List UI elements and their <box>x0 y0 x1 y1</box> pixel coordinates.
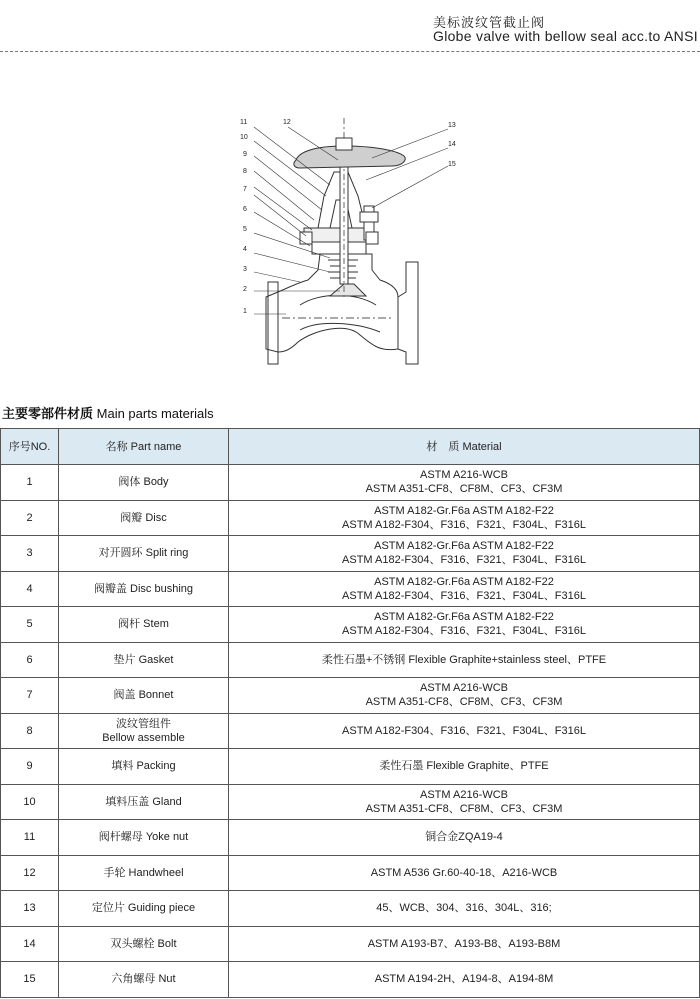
header-material: 材 质 Material <box>229 429 700 465</box>
table-row <box>1 713 700 749</box>
material <box>229 749 700 785</box>
table-row <box>1 891 700 927</box>
callout-14: 14 <box>448 141 456 148</box>
material <box>229 536 700 572</box>
table-row <box>1 536 700 572</box>
material-line-2: ASTM A182-F304、F316、F321、F304L、F316L <box>342 518 586 531</box>
title-chinese: 美标波纹管截止阀 <box>433 15 546 30</box>
callout-8: 8 <box>243 168 247 175</box>
part-name <box>59 926 229 962</box>
material-line-1: ASTM A216-WCB <box>419 469 509 482</box>
callout-13: 13 <box>448 122 456 129</box>
part-name-text: 六角螺母 Nut <box>111 973 176 986</box>
header-part-name: 名称 Part name <box>59 429 229 465</box>
part-name <box>59 465 229 501</box>
material <box>229 571 700 607</box>
valve-drawing <box>228 114 468 380</box>
table-row <box>1 465 700 501</box>
callout-4: 4 <box>243 246 247 253</box>
table-row <box>1 642 700 678</box>
material-line-2: ASTM A182-F304、F316、F321、F304L、F316L <box>342 625 586 638</box>
part-name-text-2: Bellow assemble <box>102 731 185 744</box>
row-number: 8 <box>1 713 59 749</box>
row-number: 3 <box>1 536 59 572</box>
part-name-text: 阀瓣 Disc <box>120 511 167 524</box>
part-name <box>59 607 229 643</box>
part-name-text: 波纹管组件 <box>116 717 171 730</box>
callout-3: 3 <box>243 266 247 273</box>
part-name-text: 阀杆螺母 Yoke nut <box>98 831 189 844</box>
material <box>229 678 700 714</box>
callout-12: 12 <box>283 119 291 126</box>
row-number: 4 <box>1 571 59 607</box>
material <box>229 962 700 998</box>
section-title-en: Main parts materials <box>96 406 214 421</box>
part-name-text: 定位片 Guiding piece <box>91 902 196 915</box>
material <box>229 926 700 962</box>
material-line-2: ASTM A351-CF8、CF8M、CF3、CF3M <box>365 802 563 815</box>
material <box>229 465 700 501</box>
part-name-text: 阀瓣盖 Disc bushing <box>93 582 194 595</box>
callout-15: 15 <box>448 161 456 168</box>
callout-9: 9 <box>243 151 247 158</box>
page-header <box>0 0 700 52</box>
part-name <box>59 784 229 820</box>
part-name-text: 填料压盖 Gland <box>105 795 182 808</box>
material-line-1: 45、WCB、304、316、304L、316; <box>376 902 552 915</box>
disc <box>330 284 366 296</box>
row-number: 5 <box>1 607 59 643</box>
table-row <box>1 784 700 820</box>
row-number: 11 <box>1 820 59 856</box>
material-line-1: ASTM A536 Gr.60-40-18、A216-WCB <box>370 866 558 879</box>
table-row <box>1 926 700 962</box>
material-line-2: ASTM A182-F304、F316、F321、F304L、F316L <box>342 589 586 602</box>
row-number: 9 <box>1 749 59 785</box>
material <box>229 713 700 749</box>
callout-5: 5 <box>243 226 247 233</box>
material-line-2: ASTM A351-CF8、CF8M、CF3、CF3M <box>365 696 563 709</box>
table-row <box>1 500 700 536</box>
part-name-text: 阀盖 Bonnet <box>113 689 174 702</box>
row-number: 1 <box>1 465 59 501</box>
row-number: 7 <box>1 678 59 714</box>
callout-1: 1 <box>243 308 247 315</box>
row-number: 13 <box>1 891 59 927</box>
right-flange <box>398 262 418 364</box>
part-name-text: 阀体 Body <box>118 476 169 489</box>
callout-10: 10 <box>240 134 248 141</box>
part-name <box>59 855 229 891</box>
row-number: 12 <box>1 855 59 891</box>
material <box>229 855 700 891</box>
row-number: 6 <box>1 642 59 678</box>
callout-6: 6 <box>243 206 247 213</box>
material <box>229 607 700 643</box>
material-line-1: ASTM A182-Gr.F6a ASTM A182-F22 <box>374 504 554 517</box>
row-number: 15 <box>1 962 59 998</box>
table-row <box>1 678 700 714</box>
part-name <box>59 642 229 678</box>
material-line-1: ASTM A182-Gr.F6a ASTM A182-F22 <box>374 575 554 588</box>
material <box>229 820 700 856</box>
table-header-row <box>1 429 700 465</box>
material-line-1: ASTM A216-WCB <box>419 682 509 695</box>
part-name-text: 对开圆环 Split ring <box>98 547 189 560</box>
left-flange <box>266 282 278 364</box>
callout-7: 7 <box>243 186 247 193</box>
part-name <box>59 891 229 927</box>
material-line-1: 铜合金ZQA19-4 <box>425 831 503 844</box>
part-name-text: 填料 Packing <box>111 760 176 773</box>
material-line-2: ASTM A351-CF8、CF8M、CF3、CF3M <box>365 483 563 496</box>
material-line-2: ASTM A182-F304、F316、F321、F304L、F316L <box>342 554 586 567</box>
header-no: 序号NO. <box>1 429 59 465</box>
row-number: 10 <box>1 784 59 820</box>
material <box>229 784 700 820</box>
table-row <box>1 962 700 998</box>
header-divider <box>0 51 700 52</box>
table-row <box>1 855 700 891</box>
table-row <box>1 607 700 643</box>
part-name <box>59 713 229 749</box>
section-title <box>2 403 214 422</box>
material <box>229 642 700 678</box>
material-line-1: 柔性石墨+不锈钢 Flexible Graphite+stainless steel、PTFE <box>321 653 607 666</box>
part-name-text: 双头螺栓 Bolt <box>110 937 177 950</box>
section-title-cn: 主要零部件材质 <box>2 406 94 421</box>
part-name <box>59 749 229 785</box>
part-name <box>59 500 229 536</box>
callout-2: 2 <box>243 286 247 293</box>
material-line-1: ASTM A182-Gr.F6a ASTM A182-F22 <box>374 540 554 553</box>
material <box>229 500 700 536</box>
table-row <box>1 571 700 607</box>
title-english: Globe valve with bellow seal acc.to ANSI <box>433 28 698 44</box>
part-name <box>59 962 229 998</box>
part-name-text: 手轮 Handwheel <box>103 866 184 879</box>
material-line-1: ASTM A182-Gr.F6a ASTM A182-F22 <box>374 611 554 624</box>
part-name-text: 垫片 Gasket <box>113 653 174 666</box>
valve-body <box>278 254 398 352</box>
row-number: 2 <box>1 500 59 536</box>
material-line-1: 柔性石墨 Flexible Graphite、PTFE <box>379 760 549 773</box>
materials-table <box>0 428 700 998</box>
material-line-1: ASTM A216-WCB <box>419 788 509 801</box>
callout-11: 11 <box>240 119 248 126</box>
table-row <box>1 749 700 785</box>
part-name <box>59 820 229 856</box>
part-name <box>59 571 229 607</box>
part-name <box>59 536 229 572</box>
row-number: 14 <box>1 926 59 962</box>
material-line-1: ASTM A193-B7、A193-B8、A193-B8M <box>367 937 561 950</box>
material <box>229 891 700 927</box>
part-name <box>59 678 229 714</box>
material-line-1: ASTM A182-F304、F316、F321、F304L、F316L <box>342 724 586 737</box>
part-name-text: 阀杆 Stem <box>118 618 169 631</box>
table-row <box>1 820 700 856</box>
material-line-1: ASTM A194-2H、A194-8、A194-8M <box>374 973 554 986</box>
